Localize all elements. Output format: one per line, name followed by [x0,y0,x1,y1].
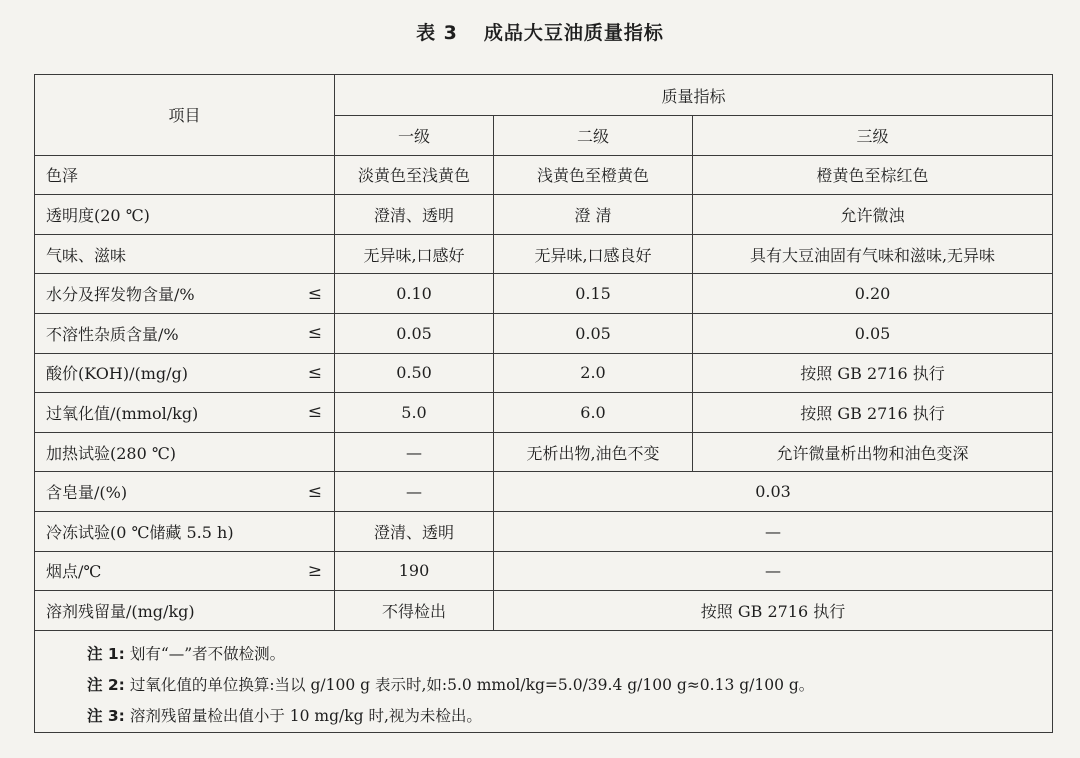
row-item [35,313,335,353]
limit-symbol: ≤ [307,402,322,423]
row-item [35,432,335,472]
cell-grade-1: 澄清、透明 [335,195,494,235]
table-title-text: 成品大豆油质量指标 [483,22,664,44]
cell-grade-1: 190 [335,551,494,591]
table-number: 表 3 [416,22,458,44]
cell-grade-1: 5.0 [335,393,494,433]
cell-grade-3: 允许微浊 [693,195,1053,235]
limit-symbol: ≤ [307,323,322,344]
note-text: 划有“—”者不做检测。 [129,644,286,663]
note-text: 溶剂残留量检出值小于 10 mg/kg 时,视为未检出。 [129,706,482,725]
table-row [35,432,1053,472]
row-item [35,155,335,195]
row-item [35,274,335,314]
row-item-label: 不溶性杂质含量/% [46,324,179,344]
cell-grade-3: 按照 GB 2716 执行 [693,353,1053,393]
cell-grade-3: 橙黄色至棕红色 [693,155,1053,195]
cell-grade-2: 0.05 [494,313,693,353]
row-item [35,195,335,235]
cell-grade-1: 不得检出 [335,591,494,631]
note-label: 注 2: [87,675,125,694]
cell-grade-1: 0.05 [335,313,494,353]
notes-row [35,630,1053,732]
note-2 [87,670,1052,701]
cell-grade-2: 6.0 [494,393,693,433]
row-item [35,472,335,512]
note-1 [87,639,1052,670]
row-item [35,234,335,274]
row-item-label: 酸价(KOH)/(mg/g) [46,364,189,384]
row-item-label: 色泽 [46,166,79,186]
row-item-label: 水分及挥发物含量/% [46,285,195,305]
limit-symbol: ≤ [307,283,322,304]
cell-grade-3: 0.20 [693,274,1053,314]
row-item [35,353,335,393]
cell-grade-2: 2.0 [494,353,693,393]
cell-grade-2-3: — [494,511,1053,551]
cell-grade-1: 无异味,口感好 [335,234,494,274]
table-row [35,313,1053,353]
table-row [35,551,1053,591]
header-item: 项目 [35,75,335,156]
cell-grade-2: 无异味,口感良好 [494,234,693,274]
row-item [35,511,335,551]
table-row [35,511,1053,551]
header-quality-index: 质量指标 [335,75,1053,116]
limit-symbol: ≤ [307,362,322,383]
limit-symbol: ≥ [307,560,322,581]
cell-grade-3: 按照 GB 2716 执行 [693,393,1053,433]
table-row [35,393,1053,433]
note-3 [87,701,1052,732]
header-grade-1: 一级 [335,116,494,156]
header-grade-2: 二级 [494,116,693,156]
header-grade-3: 三级 [693,116,1053,156]
table-row [35,195,1053,235]
table-row [35,155,1053,195]
row-item-label: 溶剂残留量/(mg/kg) [46,601,195,621]
table-row [35,472,1053,512]
row-item-label: 透明度(20 ℃) [46,205,150,225]
table-row [35,591,1053,631]
cell-grade-1: — [335,472,494,512]
cell-grade-3: 0.05 [693,313,1053,353]
table-title [0,18,1080,45]
row-item [35,591,335,631]
row-item-label: 冷冻试验(0 ℃储藏 5.5 h) [46,522,234,542]
cell-grade-2-3: — [494,551,1053,591]
row-item [35,551,335,591]
header-row [35,75,1053,116]
table-row [35,234,1053,274]
cell-grade-2: 0.15 [494,274,693,314]
notes-cell [35,630,1053,732]
cell-grade-3: 允许微量析出物和油色变深 [693,432,1053,472]
cell-grade-1: 0.10 [335,274,494,314]
row-item-label: 烟点/℃ [46,562,102,582]
limit-symbol: ≤ [307,481,322,502]
note-label: 注 3: [87,706,125,725]
note-text: 过氧化值的单位换算:当以 g/100 g 表示时,如:5.0 mmol/kg=5.0/39.4 g/100 g≈0.13 g/100 g。 [129,675,815,694]
cell-grade-2-3: 按照 GB 2716 执行 [494,591,1053,631]
row-item-label: 过氧化值/(mmol/kg) [46,403,199,423]
quality-spec-table [34,74,1053,733]
cell-grade-2: 澄 清 [494,195,693,235]
cell-grade-1: 0.50 [335,353,494,393]
table-row [35,274,1053,314]
note-label: 注 1: [87,644,125,663]
table-row [35,353,1053,393]
cell-grade-2: 浅黄色至橙黄色 [494,155,693,195]
row-item [35,393,335,433]
row-item-label: 加热试验(280 ℃) [46,443,177,463]
cell-grade-2-3: 0.03 [494,472,1053,512]
cell-grade-3: 具有大豆油固有气味和滋味,无异味 [693,234,1053,274]
row-item-label: 含皂量/(%) [46,483,128,503]
cell-grade-1: 淡黄色至浅黄色 [335,155,494,195]
cell-grade-1: — [335,432,494,472]
cell-grade-2: 无析出物,油色不变 [494,432,693,472]
row-item-label: 气味、滋味 [46,245,127,265]
cell-grade-1: 澄清、透明 [335,511,494,551]
